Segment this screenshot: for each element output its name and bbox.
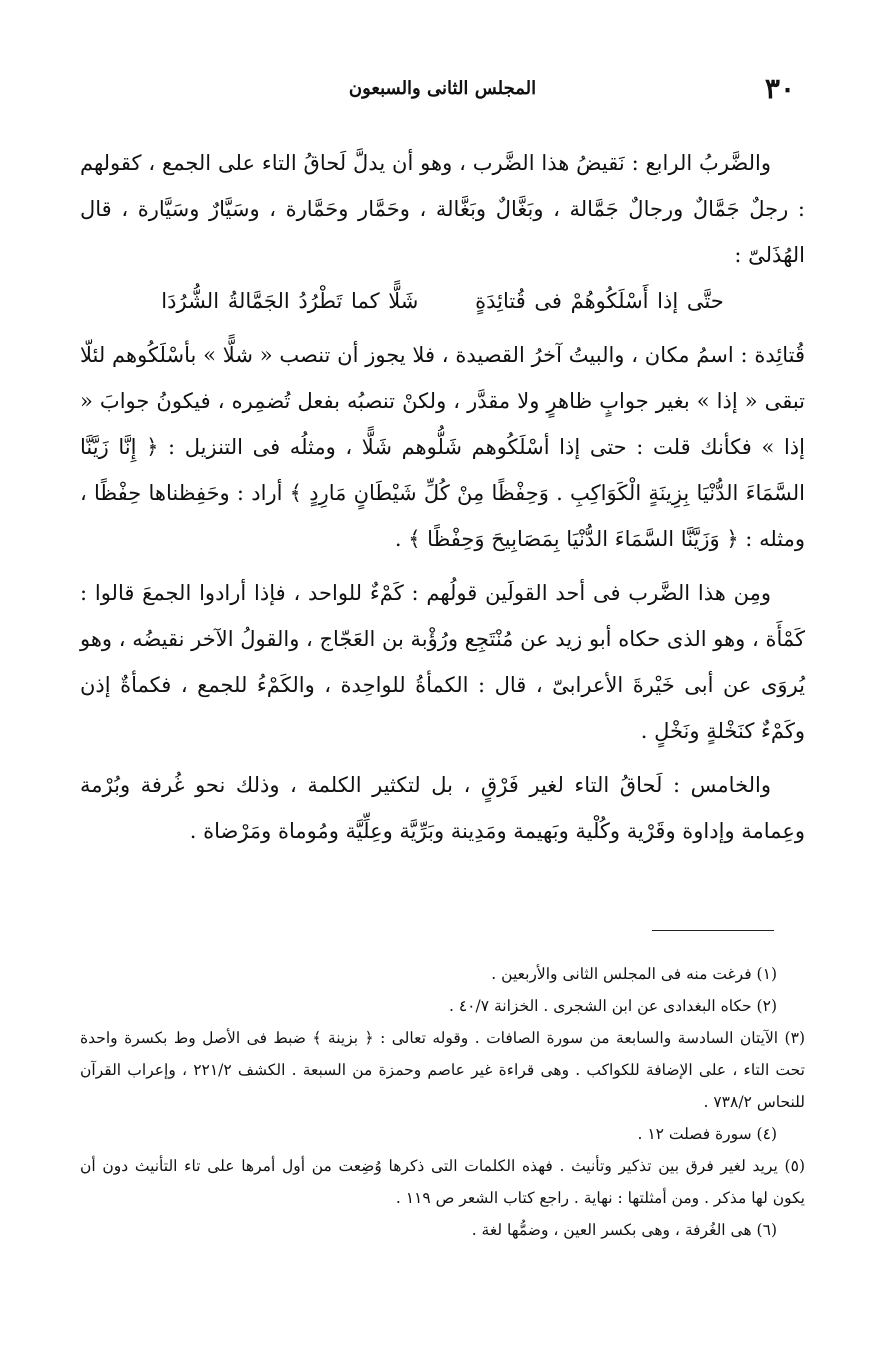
paragraph-3: ومِن هذا الضَّرب فى أحد القولَين قولُهم : كَمْءٌ للواحد ، فإذا أرادوا الجمعَ قالوا : كَمْأَة ، وهو الذى حكاه أبو زيد عن مُنْتَجِع ورُؤْبة بن العَجّاج ، والقولُ الآخر نقيضُه ، وهو يُروَى عن أبى خَيْرةَ الأعرابىّ ، قال : الكمأةُ للواحِدة ، والكَمْءُ للجمع ، فكمأةٌ إذن وكَمْءٌ كنَخْلةٍ ونَخْلٍ . (80, 581, 805, 743)
footnote-6: (٦) هى الغُرفة ، وهى بكسر العين ، وضمُّها لغة . (471, 1221, 777, 1239)
footnote-2: (٢) حكاه البغدادى عن ابن الشجرى . الخزانة ٤٠/٧ . (448, 997, 777, 1015)
footnote-5: (٥) يريد لغير فرق بين تذكير وتأنيث . فهذه الكلمات التى ذكرها وُضِعت من أول أمرها على تاء التأنيث دون أن يكون لها مذكر . ومن أمثلتها : نهاية . راجع كتاب الشعر ص ١١٩ . (80, 1157, 805, 1207)
footnote-1: (١) فرغت منه فى المجلس الثانى والأربعين . (491, 965, 777, 983)
footnote-3: (٣) الآيتان السادسة والسابعة من سورة الصافات . وقوله تعالى : ﴿ بزينة ﴾ ضبط فى الأصل وط بكسرة واحدة تحت التاء ، على الإضافة للكواكب . وهى قراءة غير عاصم وحمزة من السبعة . الكشف ٢٢١/٢ ، وإعراب القرآن للنحاس ٧٣٨/٢ . (80, 1029, 805, 1111)
main-text (80, 140, 805, 854)
paragraph-1: والضَّربُ الرابع : نَقيضُ هذا الضَّرب ، وهو أن يدلَّ لَحاقُ التاء على الجمع ، كقولهم : رجلٌ جَمَّالٌ ورجالٌ جَمَّالة ، وبَغَّالٌ وبَغَّالة ، وحَمَّار وحَمَّارة ، وسَيَّارٌ وسَيَّارة ، قال الهُذَلىّ : (80, 151, 805, 267)
paragraph-2: قُتائِدة : اسمُ مكان ، والبيتُ آخرُ القصيدة ، فلا يجوز أن تنصب « شلًّا » بأسْلَكُوهم لئلّا تبقى « إذا » بغير جوابٍ ظاهرٍ ولا مقدَّر ، ولكنْ تنصبُه بفعل تُضمِره ، فيكونُ جوابَ « إذا » فكأنك قلت : حتى إذا أسْلَكُوهم شَلُّوهم شَلًّا ، ومثلُه فى التنزيل : ﴿ إِنَّا زَيَّنَّا السَّمَاءَ الدُّنْيَا بِزِينَةٍ الْكَوَاكِبِ . وَحِفْظًا مِنْ كُلِّ شَيْطَانٍ مَارِدٍ ﴾ أراد : وحَفِظناها حِفْظًا ، ومثله : ﴿ وَزَيَّنَّا السَّمَاءَ الدُّنْيَا بِمَصَابِيحَ وَحِفْظًا ﴾ . (80, 343, 805, 551)
footnotes (80, 958, 805, 1246)
page-number: ٣٠ (764, 72, 795, 105)
paragraph-4: والخامس : لَحاقُ التاء لغير فَرْقٍ ، بل لتكثير الكلمة ، وذلك نحو غُرفة وبُرْمة وعِمامة وإداوة وقَرْية وكُلْية وبَهيمة ومَدِينة وبَرِّيَّة وعِلِّيَّة ومُوماة ومَرْضاة . (80, 773, 805, 843)
footnote-separator (652, 930, 774, 931)
footnote-4: (٤) سورة فصلت ١٢ . (637, 1125, 777, 1143)
running-head: المجلس الثانى والسبعون (348, 78, 537, 99)
page-header (80, 72, 805, 108)
verse-second-hemistich: شَلًّا كما تَطْرُدُ الجَمَّالةُ الشُّرُدَا (161, 289, 419, 313)
verse-first-hemistich: حتَّى إذا أَسْلَكُوهُمْ فى قُتائِدَةٍ (475, 289, 724, 313)
poetry-verse (80, 278, 805, 324)
